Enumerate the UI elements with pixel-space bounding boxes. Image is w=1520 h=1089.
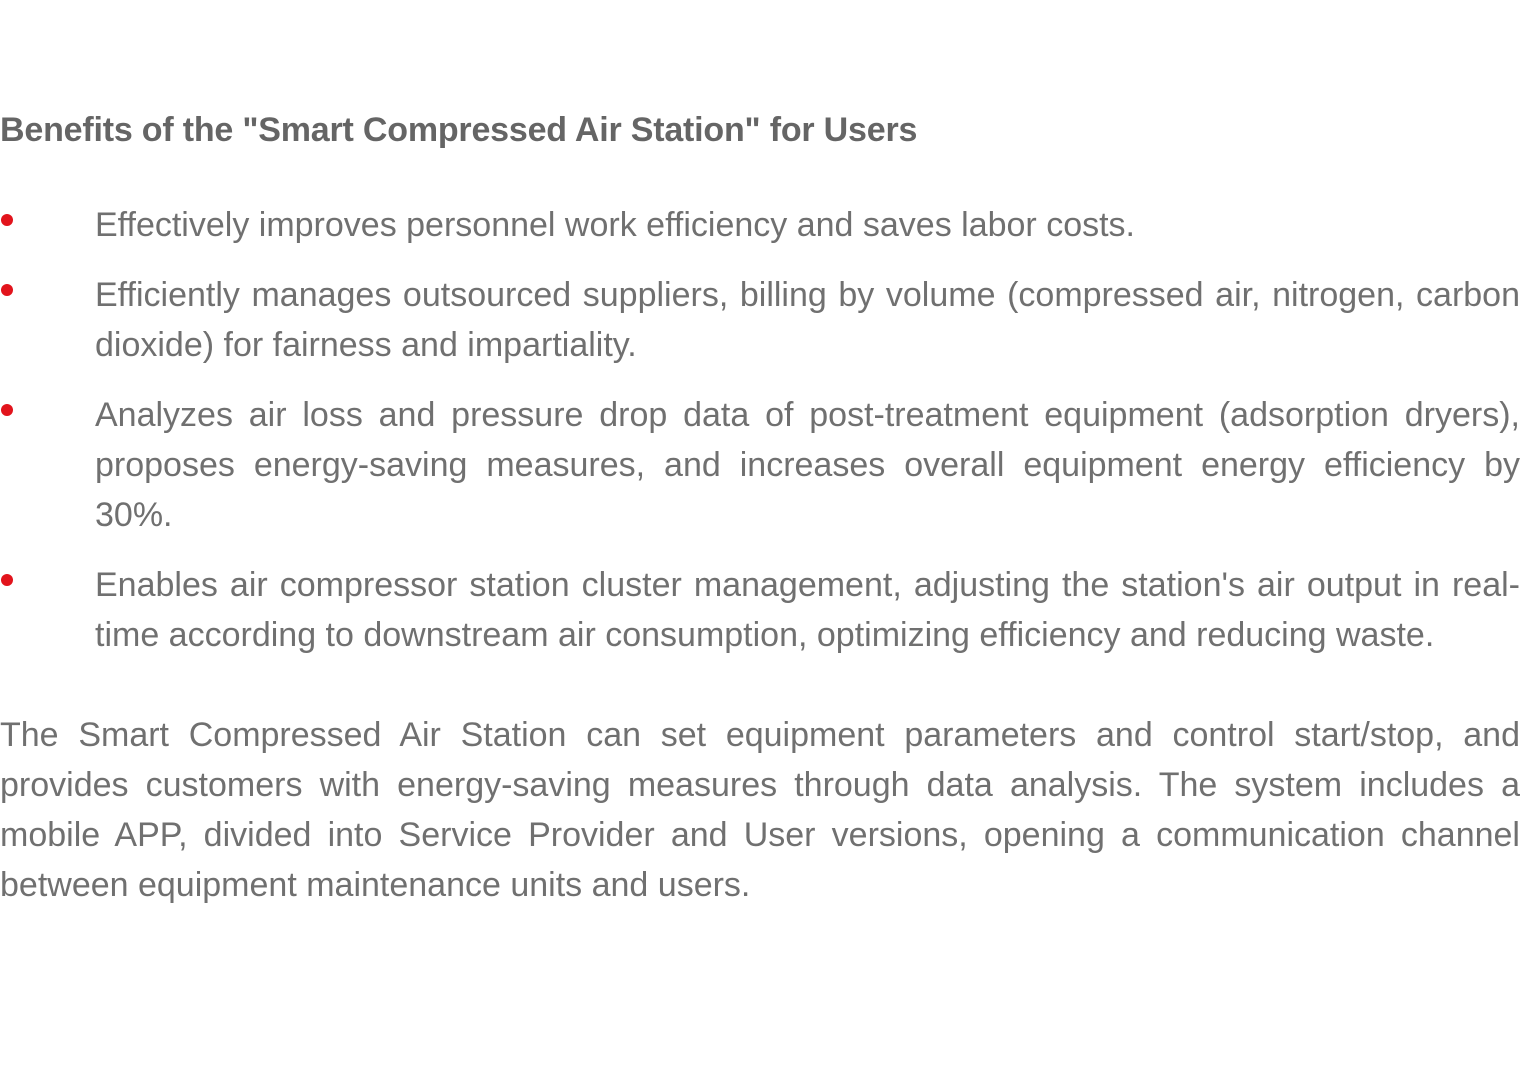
- benefit-item: [0, 200, 1520, 250]
- article-content: [0, 105, 1520, 910]
- section-heading: Benefits of the "Smart Compressed Air Station" for Users: [0, 111, 918, 149]
- benefit-text: Effectively improves personnel work efficiency and saves labor costs.: [95, 206, 1136, 244]
- bullet-dot-icon: [1, 574, 13, 586]
- bullet-dot-icon: [1, 284, 13, 296]
- benefit-text: Efficiently manages outsourced suppliers, billing by volume (compressed air, nitrogen, carbon dioxide) for fairness and impartiality.: [95, 276, 1520, 364]
- bullet-dot-icon: [1, 404, 13, 416]
- benefit-text: Enables air compressor station cluster management, adjusting the station's air output in real-time according to downstream air consumption, optimizing efficiency and reducing waste.: [95, 566, 1520, 654]
- benefit-item: [0, 560, 1520, 660]
- benefit-item: [0, 390, 1520, 540]
- benefits-list: [0, 200, 1520, 660]
- benefit-item: [0, 270, 1520, 370]
- benefit-text: Analyzes air loss and pressure drop data of post-treatment equipment (adsorption dryers), proposes energy-saving measures, and increases overall equipment energy efficiency by 30%.: [95, 396, 1520, 534]
- bullet-dot-icon: [1, 214, 13, 226]
- summary-paragraph: The Smart Compressed Air Station can set equipment parameters and control start/stop, and provides customers with energy-saving measures through data analysis. The system includes a mobile APP, divided into Service Provider and User versions, opening a communication channel between equipment maintenance units and users.: [0, 716, 1520, 904]
